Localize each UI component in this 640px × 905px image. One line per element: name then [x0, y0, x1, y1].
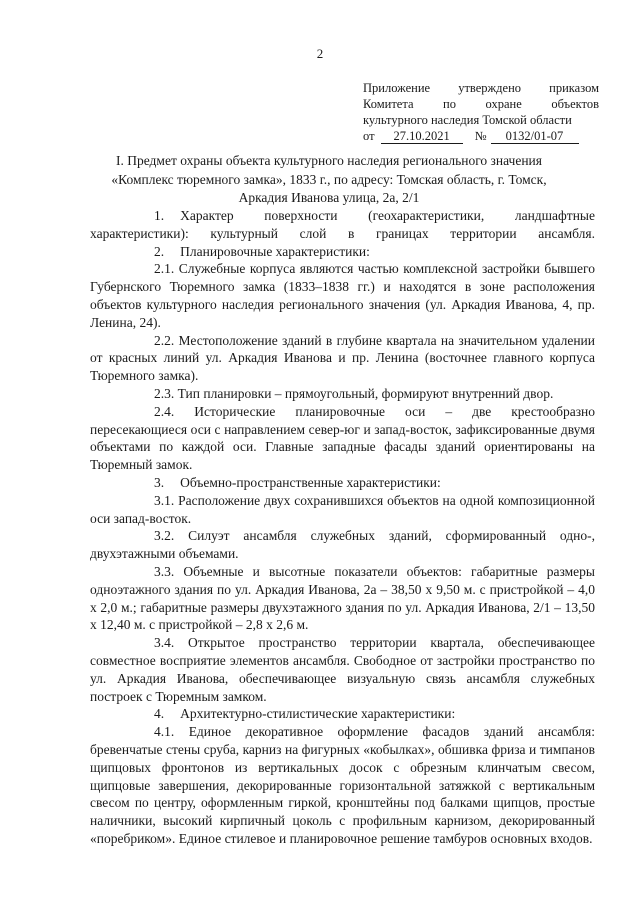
appendix-line-3: культурного наследия Томской области — [363, 113, 572, 127]
item-text: Местоположение зданий в глубине квартала на значительном удалении от красных линий ул. Аркадия Иванова и пр. Ленина (восточнее главного корпуса Тюремного замка). — [90, 332, 596, 384]
item-text: Силуэт ансамбля служебных зданий, сформированный одно-, двухэтажными объемами. — [90, 528, 595, 562]
item-number: 2.4. — [154, 403, 175, 419]
list-item — [90, 705, 595, 723]
item-text: Служебные корпуса являются частью комплексной застройки бывшего Губернского Тюремного замка (1833–1838 гг.) и находятся в зоне расположения объектов культурного наследия регионального значения (ул. Аркадия Иванова, 4, пр. Ленина, 24). — [90, 261, 595, 330]
appendix-stamp — [363, 80, 599, 144]
item-text: Объемные и высотные показатели объектов: габаритные размеры одноэтажного здания по ул. Аркадия Иванова, 2а – 38,50 х 9,50 м. с пристройкой – 4,0 х 2,0 м.; габаритные размеры двухэтажного здания по ул. Аркадия Иванова, 2/1 – 13,50 х 12,40 м. с пристройкой – 2,8 х 2,6 м. — [90, 563, 595, 633]
item-text: Характер поверхности (геохарактеристики, ландшафтные характеристики): культурный слой в границах территории ансамбля. — [90, 208, 595, 241]
item-text: Единое декоративное оформление фасадов зданий ансамбля: бревенчатые стены сруба, карниз на фигурных «кобылках», обшивка фриза и тимпанов щипцовых фронтонов из вертикальных досок с обрезным клинчатым свесом, щипцовые завершения, декорированные горизонтальной затяжкой с вертикальным свесом по центру, оформленным гиркой, кронштейны под балками щипцов, простые наличники, высокий кирпичный цоколь с профильным карнизом, декорированный «поребриком». Единое стилевое и планировочное решение тамбуров основных входов. — [90, 724, 595, 846]
item-text: Открытое пространство территории квартала, обеспечивающее совместное восприятие элементов ансамбля. Свободное от застройки пространство по ул. Аркадия Иванова, обеспечивающее визуальную связь ансамбля служебных построек с Тюремным замком. — [90, 635, 596, 704]
number-label: № — [474, 129, 487, 143]
item-text: Архитектурно-стилистические характеристики: — [180, 706, 456, 722]
section-title: I. Предмет охраны объекта культурного наследия регионального значения «Комплекс тюремного замка», 1833 г., по адресу: Томская область, г. Томск, Аркадия Иванова улица, 2а, 2/1 — [111, 153, 547, 205]
list-item — [90, 243, 595, 261]
appendix-line-2: Комитета по охране объектов — [363, 97, 599, 111]
item-number: 3.3. — [154, 563, 175, 579]
list-item — [90, 563, 595, 634]
item-number: 3.4. — [154, 635, 175, 651]
item-text: Объемно-пространственные характеристики: — [180, 474, 441, 490]
list-item — [90, 634, 595, 705]
list-item — [90, 385, 595, 403]
list-item — [90, 492, 595, 528]
item-text: Расположение двух сохранившихся объектов на одной композиционной оси запад-восток. — [90, 492, 595, 526]
appendix-line-1: Приложение утверждено приказом — [363, 81, 599, 95]
list-item — [90, 474, 595, 492]
item-number: 2.1. — [154, 261, 175, 277]
item-text: Планировочные характеристики: — [180, 243, 370, 259]
appendix-date-line — [363, 128, 599, 144]
item-number: 1. — [154, 208, 165, 223]
page-number: 2 — [316, 46, 324, 61]
item-number: 2.3. — [154, 385, 175, 401]
date-label: от — [363, 129, 375, 143]
document-body — [90, 207, 595, 848]
list-item — [90, 723, 595, 848]
list-item — [90, 207, 595, 243]
item-number: 4.1. — [154, 724, 175, 740]
item-number: 2. — [154, 243, 165, 259]
order-number: 0132/01-07 — [491, 129, 579, 144]
item-number: 4. — [154, 706, 165, 722]
order-date: 27.10.2021 — [381, 129, 463, 144]
list-item — [90, 403, 595, 474]
list-item — [90, 260, 595, 331]
item-number: 3.2. — [154, 528, 175, 544]
list-item — [90, 527, 595, 563]
item-number: 3. — [154, 474, 165, 490]
item-number: 3.1. — [154, 492, 175, 508]
item-text: Тип планировки – прямоугольный, формируют внутренний двор. — [177, 385, 554, 401]
list-item — [90, 332, 595, 385]
item-number: 2.2. — [154, 332, 175, 348]
item-text: Исторические планировочные оси – две крестообразно пересекающиеся оси с направлением север-юг и запад-восток, зафиксированные двумя объектами по каждой оси. Главные западные фасады зданий ориентированы на Тюремный замок. — [90, 403, 596, 473]
